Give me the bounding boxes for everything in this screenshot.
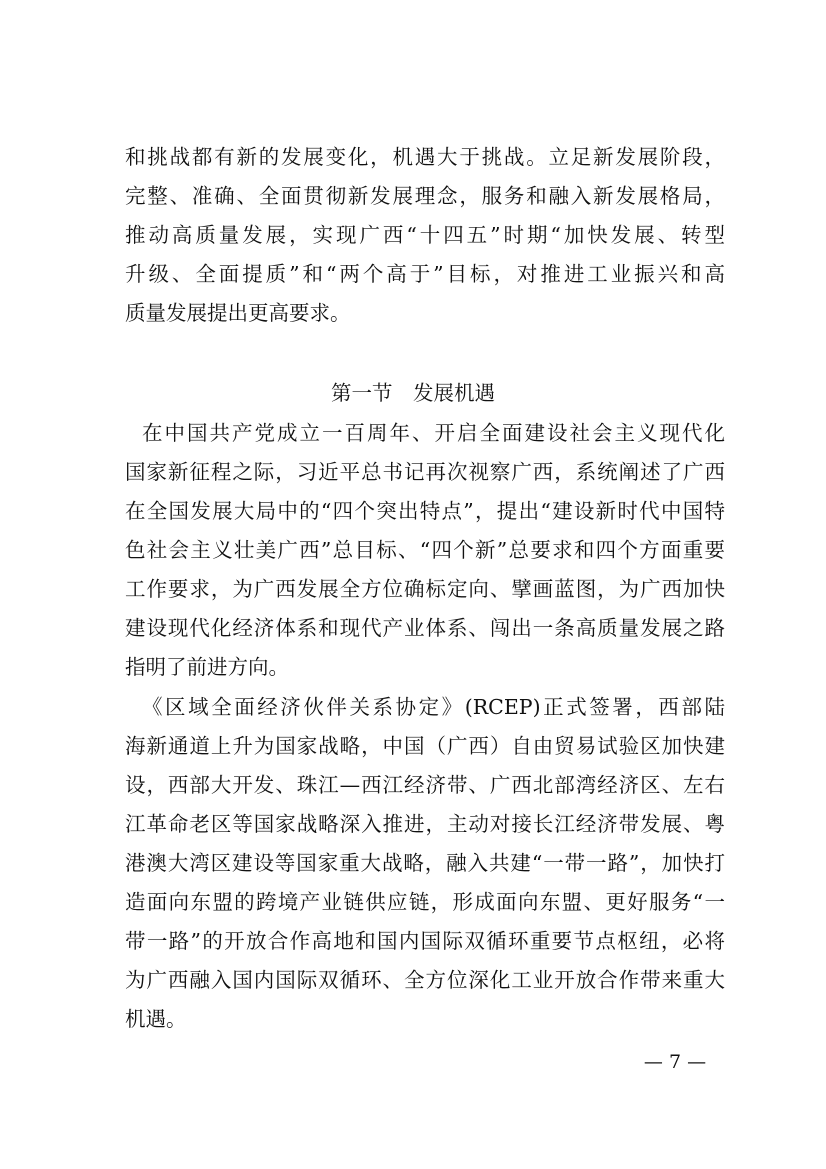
section-heading: 第一节 发展机遇: [331, 381, 495, 405]
text-line: 造面向东盟的跨境产业链供应链，形成面向东盟、更好服务“一: [125, 890, 725, 914]
text-line: 在全国发展大局中的“四个突出特点”，提出“建设新时代中国特: [125, 499, 725, 523]
text-line: 推动高质量发展，实现广西“十四五”时期“加快发展、转型: [125, 223, 725, 247]
text-line: 指明了前进方向。: [125, 655, 289, 679]
text-line: 国家新征程之际，习近平总书记再次视察广西，系统阐述了广西: [125, 460, 725, 484]
text-line: 质量发展提出更高要求。: [125, 301, 351, 325]
text-line: 升级、全面提质”和“两个高于”目标，对推进工业振兴和高: [125, 262, 725, 286]
page-number: — 7 —: [643, 1051, 707, 1073]
text-line: 《区域全面经济伙伴关系协定》(RCEP)正式签署，西部陆: [142, 695, 725, 719]
text-line: 为广西融入国内国际双循环、全方位深化工业开放合作带来重大: [125, 968, 725, 992]
text-line: 海新通道上升为国家战略，中国（广西）自由贸易试验区加快建: [125, 734, 725, 758]
text-line: 江革命老区等国家战略深入推进，主动对接长江经济带发展、粤: [125, 812, 725, 836]
text-line: 带一路”的开放合作高地和国内国际双循环重要节点枢纽，必将: [125, 929, 725, 953]
text-line: 和挑战都有新的发展变化，机遇大于挑战。立足新发展阶段，: [125, 145, 725, 169]
text-line: 机遇。: [125, 1007, 187, 1031]
text-line: 设，西部大开发、珠江—西江经济带、广西北部湾经济区、左右: [125, 773, 725, 797]
text-line: 港澳大湾区建设等国家重大战略，融入共建“一带一路”，加快打: [125, 851, 725, 875]
text-line: 完整、准确、全面贯彻新发展理念，服务和融入新发展格局，: [125, 184, 725, 208]
text-line: 建设现代化经济体系和现代产业体系、闯出一条高质量发展之路: [125, 616, 725, 640]
text-line: 色社会主义壮美广西”总目标、“四个新”总要求和四个方面重要: [125, 538, 725, 562]
text-line: 工作要求，为广西发展全方位确标定向、擘画蓝图，为广西加快: [125, 577, 725, 601]
text-line: 在中国共产党成立一百周年、开启全面建设社会主义现代化: [142, 421, 725, 445]
